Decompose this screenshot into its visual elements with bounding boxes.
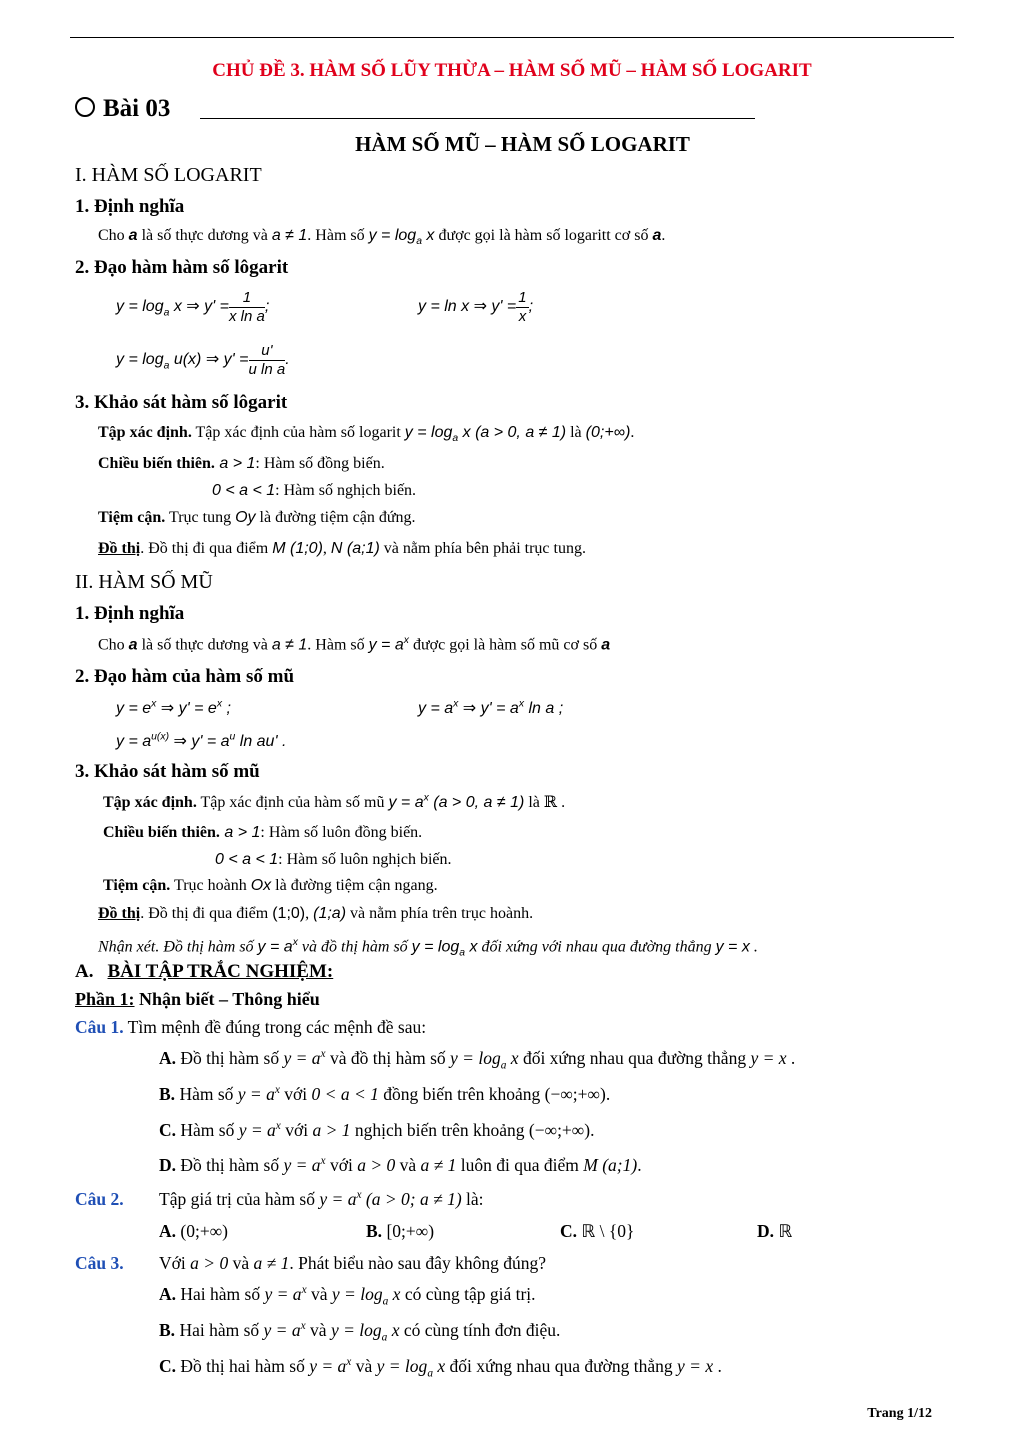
exercise-heading: A. BÀI TẬP TRẮC NGHIỆM: [75, 961, 334, 982]
s2-deriv-2: $y = a^x$ ⇒ $y' = a^x$ ln a ; [418, 698, 564, 717]
q1-option-d[interactable]: D. Đồ thị hàm số $y = a^x$ với a > 0 và a ≠ 1 luôn đi qua điểm M (a;1). [159, 1155, 642, 1175]
lesson-number: Bài 03 [103, 95, 171, 122]
s1-deriv-3: $y = \log_a u(x)$ ⇒ y' = $\frac{u'}{\text{u ln a}}$ . [116, 342, 290, 378]
s1-txd: Tập xác định. Tập xác định của hàm số logarit $y = \log_a x$ (a > 0, a ≠ 1) là (0;+∞). [98, 424, 635, 445]
s2-ks-heading: 3. Khảo sát hàm số mũ [75, 761, 260, 782]
q3-stem: Với a > 0 và a ≠ 1. Phát biểu nào sau đây không đúng? [159, 1253, 546, 1273]
top-rule [70, 37, 954, 38]
circle-icon [75, 97, 95, 117]
q1-option-a[interactable]: A. Đồ thị hàm số $y = a^x$ và đồ thị hàm số $y = \log_a x$ đối xứng nhau qua đường thẳng y = x . [159, 1048, 796, 1072]
q1-option-b[interactable]: B. Hàm số $y = a^x$ với 0 < a < 1 đồng biến trên khoảng (−∞;+∞). [159, 1084, 611, 1104]
s1-deriv-1: $y = \log_a x$ ⇒ y' = $\frac{1}{\text{x ln a}}$ ; [116, 289, 270, 325]
s2-tc: Tiệm cận. Trục hoành Ox là đường tiệm cận ngang. [103, 877, 438, 894]
s1-def-text: Cho a là số thực dương và a ≠ 1. Hàm số $y = \log_a x$ được gọi là hàm số logaritt cơ số a. [98, 227, 666, 248]
q2-label: Câu 2. [75, 1189, 124, 1209]
s2-deriv-3: $y = a^{u(x)}$ ⇒ $y' = a^u$ ln au' . [116, 731, 287, 750]
s2-deriv-1: $y = e^x$ ⇒ $y' = e^x$ ; [116, 698, 231, 717]
q1-stem: Câu 1. Tìm mệnh đề đúng trong các mệnh đề sau: [75, 1017, 427, 1037]
s2-txd: Tập xác định. Tập xác định của hàm số mũ $y = a^x$ (a > 0, a ≠ 1) là ℝ . [103, 792, 566, 811]
q3-option-b[interactable]: B. Hai hàm số $y = a^x$ và $y = \log_a x$ có cùng tính đơn điệu. [159, 1320, 561, 1344]
s2-cbt-2: 0 < a < 1: Hàm số luôn nghịch biến. [215, 851, 452, 868]
q1-option-c[interactable]: C. Hàm số $y = a^x$ với a > 1 nghịch biến trên khoảng (−∞;+∞). [159, 1120, 595, 1140]
q2-option-a[interactable]: A. (0;+∞) [159, 1221, 229, 1241]
s1-dt: Đồ thị. Đồ thị đi qua điểm M (1;0), N (a;1) và nằm phía bên phải trục tung. [98, 540, 586, 557]
s1-deriv-2: y = ln x ⇒ y' = $\frac{1}{x}$ ; [418, 289, 534, 325]
topic-heading: CHỦ ĐỀ 3. HÀM SỐ LŨY THỪA – HÀM SỐ MŨ – HÀM SỐ LOGARIT [212, 60, 812, 81]
q2-option-c[interactable]: C. ℝ \ {0} [560, 1221, 635, 1241]
s2-def-heading: 1. Định nghĩa [75, 603, 185, 624]
q3-option-a[interactable]: A. Hai hàm số $y = a^x$ và $y = \log_a x$ có cùng tập giá trị. [159, 1284, 536, 1308]
page-number: Trang 1/12 [867, 1406, 932, 1421]
q2-option-d[interactable]: D. ℝ [757, 1221, 793, 1241]
lesson-label [75, 95, 170, 123]
part-heading: Phần 1: Nhận biết – Thông hiểu [75, 989, 320, 1009]
s1-ks-heading: 3. Khảo sát hàm số lôgarit [75, 392, 288, 413]
s1-cbt-2: 0 < a < 1: Hàm số nghịch biến. [212, 482, 417, 499]
s2-cbt-1: Chiều biến thiên. a > 1: Hàm số luôn đồng biến. [103, 824, 423, 841]
s2-deriv-heading: 2. Đạo hàm của hàm số mũ [75, 666, 295, 687]
s1-cbt-1: Chiều biến thiên. a > 1: Hàm số đồng biến. [98, 455, 385, 472]
page-title: HÀM SỐ MŨ – HÀM SỐ LOGARIT [355, 132, 690, 156]
section-2-heading: II. HÀM SỐ MŨ [75, 571, 213, 593]
s1-deriv-heading: 2. Đạo hàm hàm số lôgarit [75, 257, 289, 278]
q3-label: Câu 3. [75, 1253, 124, 1273]
s2-remark: Nhận xét. Đồ thị hàm số $y = a^x$ và đồ thị hàm số $y = \log_a x$ đối xứng với nhau qua đường thẳng y = x . [98, 937, 758, 959]
s1-def-heading: 1. Định nghĩa [75, 196, 185, 217]
q2-option-b[interactable]: B. [0;+∞) [366, 1221, 435, 1241]
s2-def-text: Cho a là số thực dương và a ≠ 1. Hàm số $y = a^x$ được gọi là hàm số mũ cơ số a [98, 635, 611, 654]
q2-stem: Tập giá trị của hàm số $y = a^x$ (a > 0; a ≠ 1) là: [159, 1189, 484, 1209]
s1-tc: Tiệm cận. Trục tung Oy là đường tiệm cận đứng. [98, 509, 416, 526]
q3-option-c[interactable]: C. Đồ thị hai hàm số $y = a^x$ và $y = \log_a x$ đối xứng nhau qua đường thẳng y = x . [159, 1356, 722, 1380]
s2-dt: Đồ thị. Đồ thị đi qua điểm (1;0), (1;a) và nằm phía trên trục hoành. [98, 905, 534, 922]
section-1-heading: I. HÀM SỐ LOGARIT [75, 164, 262, 186]
lesson-rule [200, 118, 755, 119]
